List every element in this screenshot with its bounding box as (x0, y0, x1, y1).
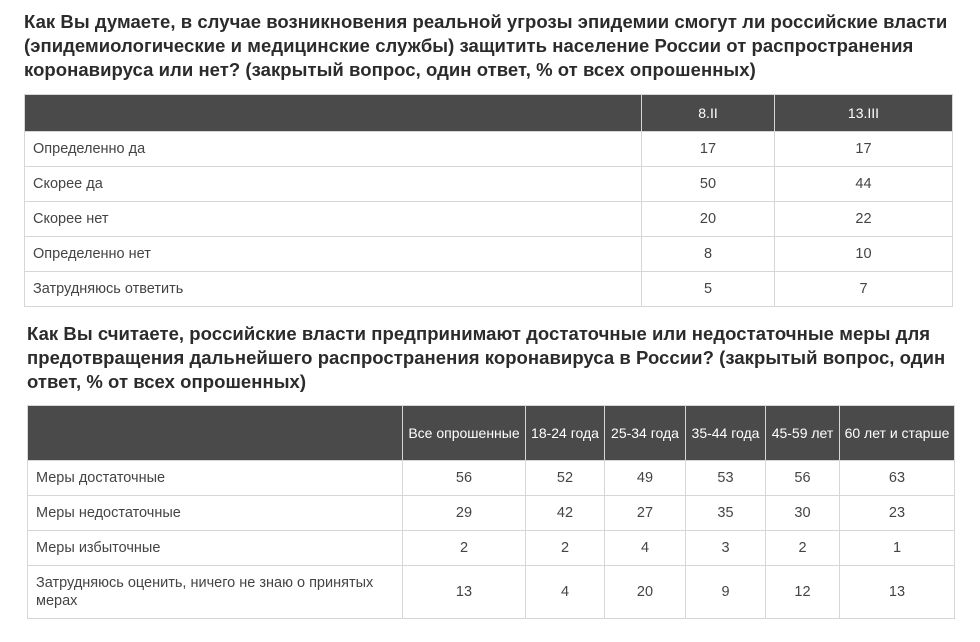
value-cell: 12 (766, 566, 840, 619)
value-cell: 2 (403, 531, 526, 566)
value-cell: 22 (775, 202, 953, 237)
row-label: Меры избыточные (28, 531, 403, 566)
column-header: 13.III (775, 95, 953, 132)
value-cell: 56 (403, 461, 526, 496)
table-header-row (25, 95, 953, 132)
table-header-row (28, 406, 955, 461)
row-label: Скорее да (25, 167, 642, 202)
question-1-table (24, 94, 953, 307)
value-cell: 10 (775, 237, 953, 272)
value-cell: 53 (686, 461, 766, 496)
column-header: 18-24 года (526, 406, 605, 461)
column-header: 25-34 года (605, 406, 686, 461)
value-cell: 1 (840, 531, 955, 566)
column-header: 8.II (642, 95, 775, 132)
value-cell: 35 (686, 496, 766, 531)
value-cell: 13 (403, 566, 526, 619)
value-cell: 3 (686, 531, 766, 566)
value-cell: 17 (642, 132, 775, 167)
table-row (28, 566, 955, 619)
value-cell: 9 (686, 566, 766, 619)
table-row (28, 496, 955, 531)
row-label: Затрудняюсь ответить (25, 272, 642, 307)
value-cell: 23 (840, 496, 955, 531)
value-cell: 56 (766, 461, 840, 496)
value-cell: 29 (403, 496, 526, 531)
column-header: 35-44 года (686, 406, 766, 461)
value-cell: 30 (766, 496, 840, 531)
value-cell: 20 (642, 202, 775, 237)
row-label: Меры недостаточные (28, 496, 403, 531)
value-cell: 42 (526, 496, 605, 531)
value-cell: 50 (642, 167, 775, 202)
value-cell: 5 (642, 272, 775, 307)
value-cell: 17 (775, 132, 953, 167)
value-cell: 4 (526, 566, 605, 619)
value-cell: 4 (605, 531, 686, 566)
question-2-table (27, 405, 955, 619)
row-label: Определенно да (25, 132, 642, 167)
value-cell: 63 (840, 461, 955, 496)
value-cell: 49 (605, 461, 686, 496)
column-header: 45-59 лет (766, 406, 840, 461)
question-2-title: Как Вы считаете, российские власти предпринимают достаточные или недостаточные меры для предотвращения дальнейшего распространения коронавируса в России? (закрытый вопрос, один ответ, % от всех опрошенных) (27, 323, 946, 392)
table-row (25, 167, 953, 202)
value-cell: 2 (766, 531, 840, 566)
value-cell: 44 (775, 167, 953, 202)
table-row (25, 132, 953, 167)
table-row (25, 272, 953, 307)
value-cell: 20 (605, 566, 686, 619)
table-row (25, 237, 953, 272)
value-cell: 8 (642, 237, 775, 272)
table-row (25, 202, 953, 237)
row-label: Затрудняюсь оценить, ничего не знаю о принятых мерах (28, 566, 403, 619)
table-row (28, 531, 955, 566)
value-cell: 13 (840, 566, 955, 619)
question-1-title: Как Вы думаете, в случае возникновения реальной угрозы эпидемии смогут ли российские власти (эпидемиологические и медицинские службы) защитить население России от распространения коронавируса или нет? (закрытый вопрос, один ответ, % от всех опрошенных) (24, 11, 948, 80)
value-cell: 52 (526, 461, 605, 496)
header-corner-cell (28, 406, 403, 461)
table-row (28, 461, 955, 496)
header-corner-cell (25, 95, 642, 132)
column-header: 60 лет и старше (840, 406, 955, 461)
column-header: Все опрошенные (403, 406, 526, 461)
value-cell: 2 (526, 531, 605, 566)
value-cell: 7 (775, 272, 953, 307)
row-label: Меры достаточные (28, 461, 403, 496)
row-label: Определенно нет (25, 237, 642, 272)
value-cell: 27 (605, 496, 686, 531)
row-label: Скорее нет (25, 202, 642, 237)
